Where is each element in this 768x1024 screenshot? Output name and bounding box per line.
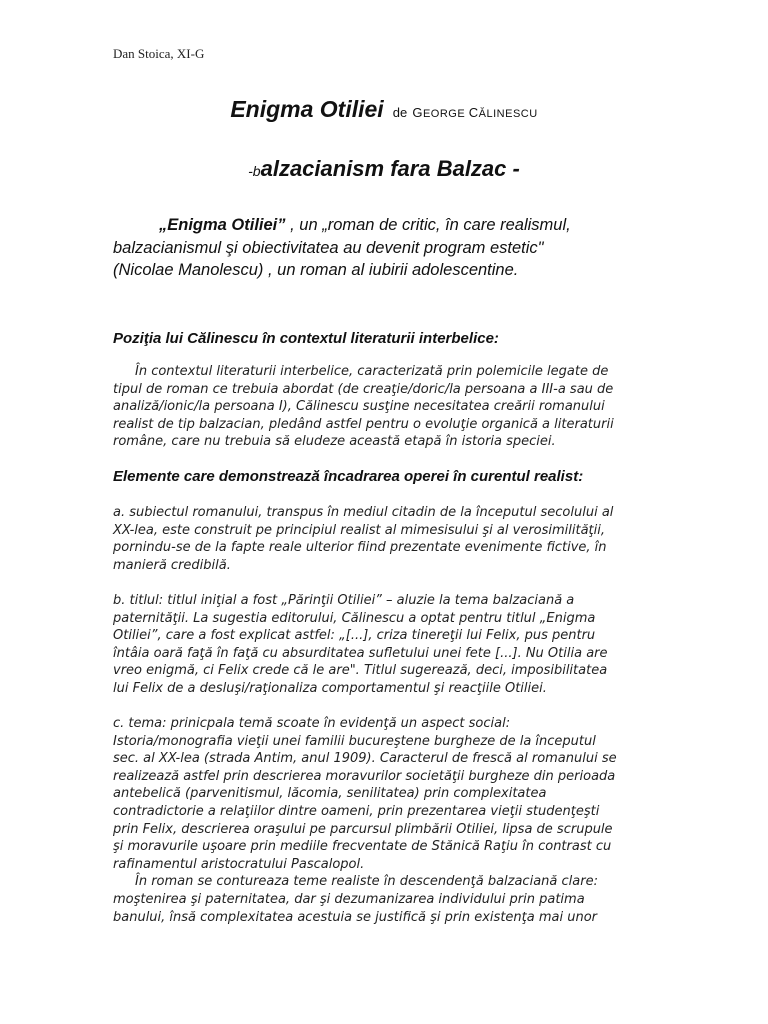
paragraph-a-subject [113, 504, 733, 574]
intro-line-2: balzacianismul şi obiectivitatea au devenit program estetic" [113, 238, 544, 257]
subtitle-prefix: -b [248, 163, 261, 179]
paragraph-line: tipul de roman ce trebuia abordat (de creaţie/doric/la persoana a III-a sau de [113, 381, 614, 397]
paragraph-line: prin Felix, descrierea oraşului pe parcursul plimbării Otiliei, lipsa de scrupule [113, 821, 613, 837]
subtitle-rest: alzacianism fara Balzac - [260, 156, 520, 181]
intro-paragraph [113, 214, 703, 282]
paragraph-line: În roman se contureaza teme realiste în descendenţă balzaciană clare: [135, 874, 598, 890]
document-subtitle [0, 156, 768, 182]
context-paragraph [113, 363, 733, 451]
paragraph-line: lui Felix de a desluşi/raţionaliza comportamentul şi reacţiile Otiliei. [113, 680, 547, 696]
paragraph-line: contradictorie a relaţiilor dintre oameni, prin prezentarea vieţii studenţeşti [113, 803, 600, 819]
paragraph-b-title [113, 592, 733, 698]
paragraph-line: a. subiectul romanului, transpus în mediul citadin de la începutul secolului al [113, 505, 614, 520]
title-author-rest-g: EORGE [422, 108, 466, 120]
paragraph-line: române, care nu trebuia să eludeze această etapă în istoria speciei. [113, 434, 556, 450]
paragraph-line: realizează astfel prin descrierea moravurilor societăţii burgheze din perioada [113, 768, 616, 784]
paragraph-line: vreo enigmă, ci Felix crede că le are". Titlul sugerează, deci, imposibilitatea [113, 663, 608, 679]
paragraph-line: pornindu-se de la fapte reale ulterior fiind prezentate evenimente fictive, în [113, 540, 607, 556]
paragraph-line: antebelică (parvenitismul, lăcomia, senilitatea) prin complexitatea [113, 786, 547, 802]
paragraph-line: Istoria/monografia vieţii unei familii bucureştene burgheze de la începutul [113, 733, 596, 749]
paragraph-line: În contextul literaturii interbelice, caracterizată prin polemicile legate de [135, 364, 609, 379]
title-author-initial-g: G [412, 105, 423, 120]
paragraph-line: şi moravurile uşoare prin mediile frecventate de Stănică Raţiu în contrast cu [113, 839, 612, 855]
paragraph-line: b. titlul: titlul iniţial a fost „Părinţii Otiliei” – aluzie la tema balzaciană a [113, 593, 575, 608]
paragraph-line: sec. al XX-lea (strada Antim, anul 1909). Caracterul de frescă al romanului se [113, 751, 617, 767]
document-title [0, 96, 768, 123]
title-main: Enigma Otiliei [230, 96, 384, 122]
paragraph-line: analiză/ionic/la persoana I), Călinescu susţine necesitatea creării romanului [113, 399, 605, 415]
paragraph-line: XX-lea, este construit pe principiul realist al mimesisului şi al verosimilităţii, [113, 522, 606, 538]
paragraph-c-theme [113, 715, 733, 926]
paragraph-line: c. tema: prinicpala temă scoate în evidenţă un aspect social: [113, 716, 511, 731]
title-author-initial-c: C [468, 105, 479, 120]
paragraph-line: banului, însă complexitatea acestuia se justifică şi prin existenţa mai unor [113, 909, 598, 925]
title-de: de [392, 105, 408, 120]
paragraph-line: realist de tip balzacian, pledând astfel pentru o evoluţie organică a literaturii [113, 416, 614, 432]
author-line: Dan Stoica, XI-G [113, 46, 205, 61]
paragraph-line: manieră credibilă. [113, 557, 231, 573]
intro-line-1-rest: , un „roman de critic, în care realismul, [285, 216, 571, 234]
intro-quote-title: „Enigma Otiliei” [159, 216, 286, 234]
section-heading-context: Poziţia lui Călinescu în contextul literaturii interbelice: [113, 330, 499, 347]
intro-line-3: (Nicolae Manolescu) , un roman al iubirii adolescentine. [113, 261, 519, 279]
section-heading-realism: Elemente care demonstrează încadrarea operei în curentul realist: [113, 468, 584, 485]
title-author [412, 105, 538, 120]
paragraph-line: Otiliei”, care a fost explicat astfel: „[...], criza tinereţii lui Felix, pus pentru [113, 628, 596, 644]
paragraph-line: rafinamentul aristocratului Pascalopol. [113, 856, 365, 872]
paragraph-line: întâia oară faţă în faţă cu absurditatea sufletului unei fete [...]. Nu Otilia are [113, 645, 608, 661]
intro-line-1 [113, 214, 703, 237]
paragraph-line: moştenirea şi paternitatea, dar şi dezumanizarea individului prin patima [113, 891, 585, 907]
paragraph-line: paternităţii. La sugestia editorului, Călinescu a optat pentru titlul „Enigma [113, 610, 596, 626]
title-author-rest-c: ĂLINESCU [478, 108, 538, 120]
